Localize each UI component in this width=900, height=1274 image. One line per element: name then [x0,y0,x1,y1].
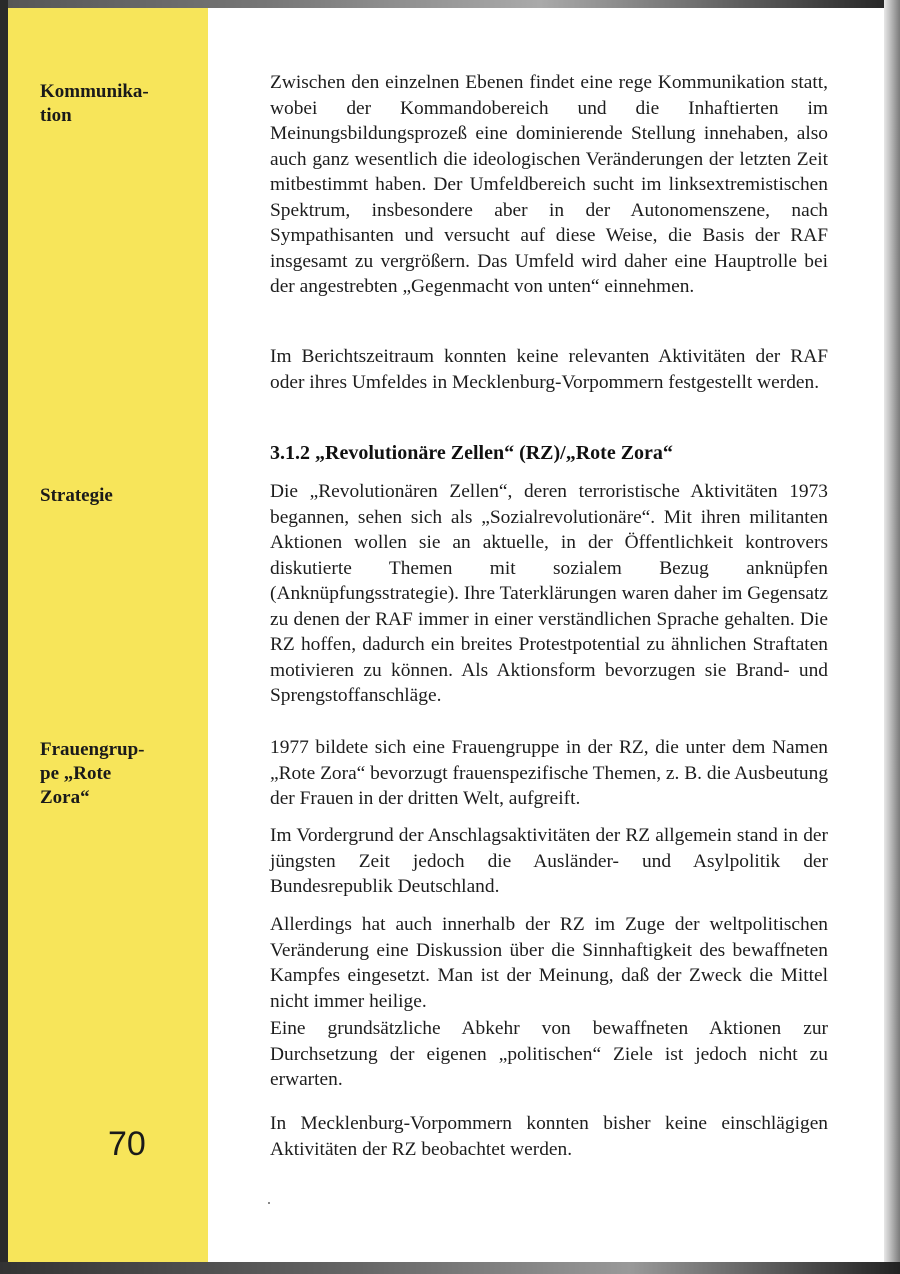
paragraph-mecklenburg: In Mecklenburg-Vorpommern konnten bisher keine einschlägigen Aktivitäten der RZ beobachtet werden. [270,1113,828,1160]
margin-note-kommunikation: Kommunika- tion [40,81,149,126]
scan-edge-right [884,0,900,1274]
paragraph-abkehr: Eine grundsätzliche Abkehr von bewaffneten Aktionen zur Durchsetzung der eigenen „politischen“ Ziele ist jedoch nicht zu erwarten. [270,1018,828,1090]
paragraph-kommunikation: Zwischen den einzelnen Ebenen findet eine rege Kommunikation statt, wobei der Kommandobereich und die Inhaftierten im Meinungsbildungsprozeß eine dominierende Stellung innehaben, also auch ganz wesentlich die ideologischen Veränderungen der letzten Zeit mitbestimmt haben. Der Umfeldbereich sucht im linksextremistischen Spektrum, insbesondere aber in der Autonomenszene, nach Sympathisanten und versucht auf diese Weise, die Basis der RAF insgesamt zu vergrößern. Das Umfeld wird daher eine Hauptrolle bei der angestrebten „Gegenmacht von unten“ einnehmen. [270,72,828,297]
margin-sidebar [8,8,208,1262]
section-heading: 3.1.2 „Revolutionäre Zellen“ (RZ)/„Rote Zora“ [270,442,673,464]
scan-edge-left [0,0,8,1274]
paragraph-anschlagsaktivitaeten: Im Vordergrund der Anschlagsaktivitäten der RZ allgemein stand in der jüngsten Zeit jedoch die Ausländer- und Asylpolitik der Bundesrepublik Deutschland. [270,825,828,897]
paragraph-frauengruppe: 1977 bildete sich eine Frauengruppe in der RZ, die unter dem Namen „Rote Zora“ bevorzugt frauenspezifische Themen, z. B. die Ausbeutung der Frauen in der dritten Welt, aufgreift. [270,737,829,809]
paragraph-berichtszeitraum: Im Berichtszeitraum konnten keine relevanten Aktivitäten der RAF oder ihres Umfeldes in Mecklenburg-Vorpommern festgestellt werden. [270,346,828,393]
scan-speck [268,1202,270,1204]
paragraph-diskussion: Allerdings hat auch innerhalb der RZ im Zuge der weltpolitischen Veränderung eine Diskussion über die Sinnhaftigkeit des bewaffneten Kampfes eingesetzt. Man ist der Meinung, daß der Zweck die Mittel nicht immer heilige. [270,914,828,1012]
page-number: 70 [108,1125,146,1163]
margin-note-strategie: Strategie [40,485,113,506]
scan-edge-bottom [0,1262,900,1274]
paragraph-strategie: Die „Revolutionären Zellen“, deren terroristische Aktivitäten 1973 begannen, sehen sich als „Sozialrevolutionäre“. Mit ihren militanten Aktionen wollen sie an aktuelle, in der Öffentlichkeit kontrovers diskutierte Themen mit sozialem Bezug anknüpfen (Anknüpfungsstrategie). Ihre Taterklärungen waren daher im Gegensatz zu denen der RAF immer in einer verständlichen Sprache gehalten. Die RZ hoffen, dadurch ein breites Protestpotential zu ähnlichen Straftaten motivieren zu können. Als Aktionsform bevorzugen sie Brand- und Sprengstoffanschläge. [270,481,828,706]
scan-edge-top [0,0,900,8]
margin-note-frauengruppe: Frauengrup- pe „Rote Zora“ [40,739,145,808]
